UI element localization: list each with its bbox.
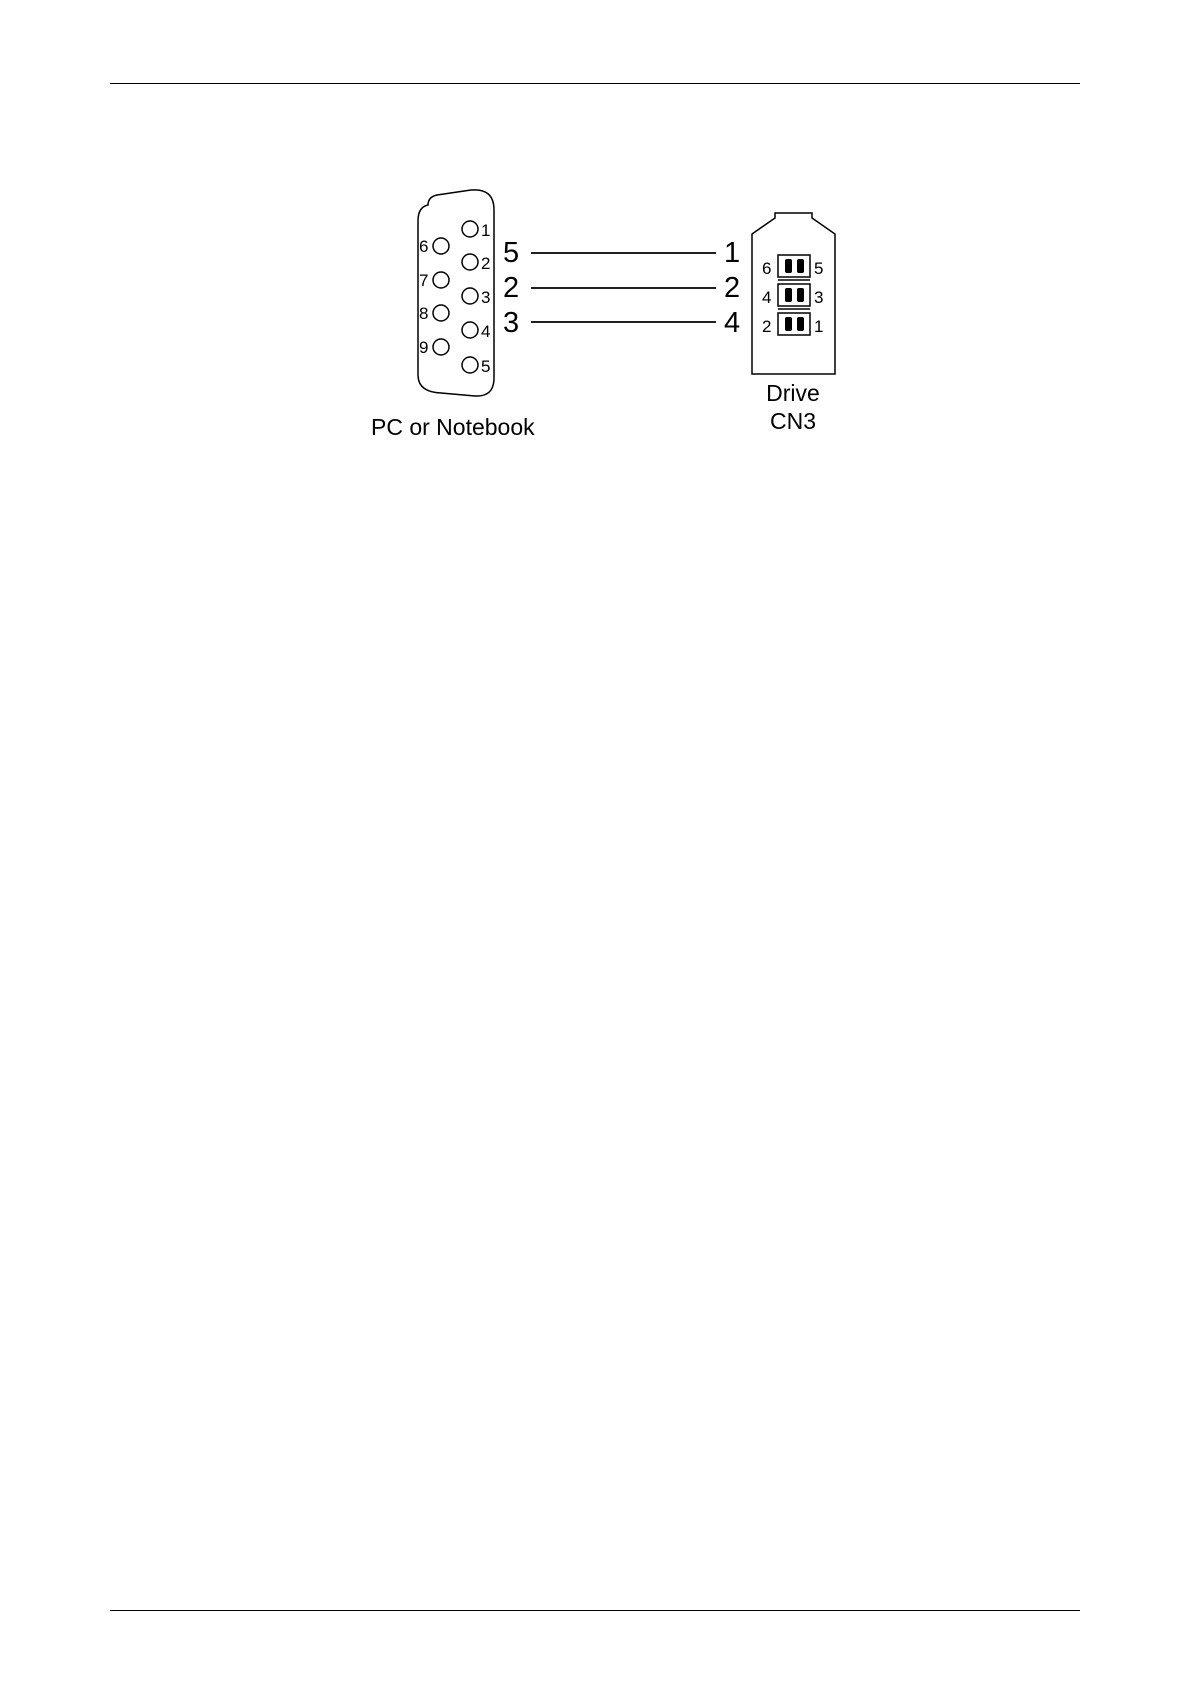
- rj-pin-label: 2: [762, 317, 772, 336]
- rj-pin-label: 6: [762, 259, 772, 278]
- rj-contact-slot: [778, 255, 810, 277]
- db9-pin-7-hole: [433, 272, 449, 288]
- rj-pin-label: 1: [814, 317, 824, 336]
- db9-pin-label: 7: [419, 271, 429, 290]
- db9-pin-label: 6: [419, 237, 429, 256]
- wire-drive-pin-label: 2: [724, 272, 741, 304]
- drive-port-caption: CN3: [769, 408, 817, 434]
- rj-pin-label: 5: [814, 259, 824, 278]
- db9-pin-label: 5: [481, 357, 491, 376]
- rj-contact-slot: [778, 313, 810, 335]
- db9-pin-label: 8: [419, 304, 429, 323]
- db9-pin-2-hole: [462, 254, 478, 270]
- db9-pin-4-hole: [462, 322, 478, 338]
- rj-contact: [797, 317, 804, 331]
- drive-caption: Drive: [766, 380, 820, 406]
- wire-pc-pin-label: 2: [503, 272, 520, 304]
- wiring: [503, 237, 740, 339]
- rj-pin-label: 4: [762, 288, 772, 307]
- wire-pc-pin-label: 3: [503, 307, 520, 339]
- db9-pin-9-hole: [433, 339, 449, 355]
- db9-pin-8-hole: [433, 305, 449, 321]
- db9-pin-label: 2: [481, 254, 491, 273]
- wire-drive-pin-label: 4: [724, 307, 741, 339]
- db9-pin-label: 1: [481, 221, 491, 240]
- footer-rule: [110, 1610, 1080, 1611]
- wire-pc-pin-label: 5: [503, 237, 520, 269]
- rj-contact: [785, 259, 792, 273]
- wire-drive-pin-label: 1: [724, 237, 741, 269]
- rj-contact-slot: [778, 284, 810, 306]
- rj-contact: [785, 288, 792, 302]
- db9-pin-6-hole: [433, 238, 449, 254]
- rj-contact: [797, 288, 804, 302]
- db9-pin-label: 9: [419, 338, 429, 357]
- db9-pin-label: 3: [481, 288, 491, 307]
- rj-pin-label: 3: [814, 288, 824, 307]
- db9-pin-1-hole: [462, 221, 478, 237]
- db9-pin-label: 4: [481, 322, 491, 341]
- cable-wiring-diagram: [0, 0, 1190, 480]
- rj-connector: [752, 213, 835, 434]
- db9-pin-5-hole: [462, 357, 478, 373]
- rj-contact: [797, 259, 804, 273]
- pc-connector-caption: PC or Notebook: [371, 414, 535, 440]
- rj-contact: [785, 317, 792, 331]
- db9-pin-3-hole: [462, 288, 478, 304]
